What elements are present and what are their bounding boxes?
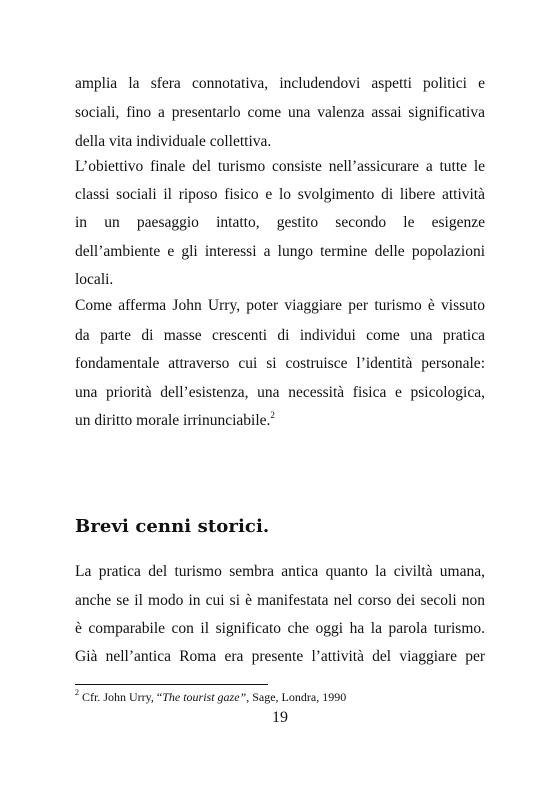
body-text-line: sociali, fino a presentarlo come una valenza assai significativa xyxy=(75,104,485,121)
page-number: 19 xyxy=(272,709,288,726)
body-text-line: Come afferma John Urry, poter viaggiare per turismo è vissuto xyxy=(75,297,485,314)
body-text-line: amplia la sfera connotativa, includendovi aspetti politici e xyxy=(75,75,485,92)
body-text-line: locali. xyxy=(75,271,114,288)
footnote-title: The tourist gaze” xyxy=(162,690,247,704)
body-text-line: anche se il modo in cui si è manifestata nel corso dei secoli non xyxy=(75,592,485,609)
section-heading: Brevi cenni storici. xyxy=(75,516,270,537)
body-text-line: della vita individuale collettiva. xyxy=(75,133,272,150)
footnote-prefix: Cfr. John Urry, “ xyxy=(79,690,163,704)
body-text-line: classi sociali il riposo fisico e lo svolgimento di libere attività xyxy=(75,186,485,203)
body-text-line: fondamentale attraverso cui si costruisce l’identità personale: xyxy=(75,355,485,372)
body-text-line: dell’ambiente e gli interessi a lungo termine delle popolazioni xyxy=(75,243,485,260)
footnote-separator xyxy=(75,684,268,685)
footnote-suffix: , Sage, Londra, 1990 xyxy=(246,690,347,704)
body-text-line: in un paesaggio intatto, gestito secondo le esigenze xyxy=(75,214,485,231)
body-text-line: La pratica del turismo sembra antica quanto la civiltà umana, xyxy=(75,563,485,580)
body-text-line: L’obiettivo finale del turismo consiste nell’assicurare a tutte le xyxy=(75,158,485,175)
body-text-line: Già nell’antica Roma era presente l’attività del viaggiare per xyxy=(75,648,485,665)
body-text-line-with-footnote xyxy=(75,411,485,431)
body-text-line: da parte di masse crescenti di individui come una pratica xyxy=(75,327,485,344)
footnote-reference[interactable]: 2 xyxy=(270,409,275,420)
body-text-line: è comparabile con il significato che oggi ha la parola turismo. xyxy=(75,620,485,637)
body-text-segment: un diritto morale irrinunciabile. xyxy=(75,412,271,429)
body-text-line: una priorità dell’esistenza, una necessità fisica e psicologica, xyxy=(75,384,485,401)
footnote xyxy=(75,690,346,705)
footnote-number: 2 xyxy=(75,688,79,697)
